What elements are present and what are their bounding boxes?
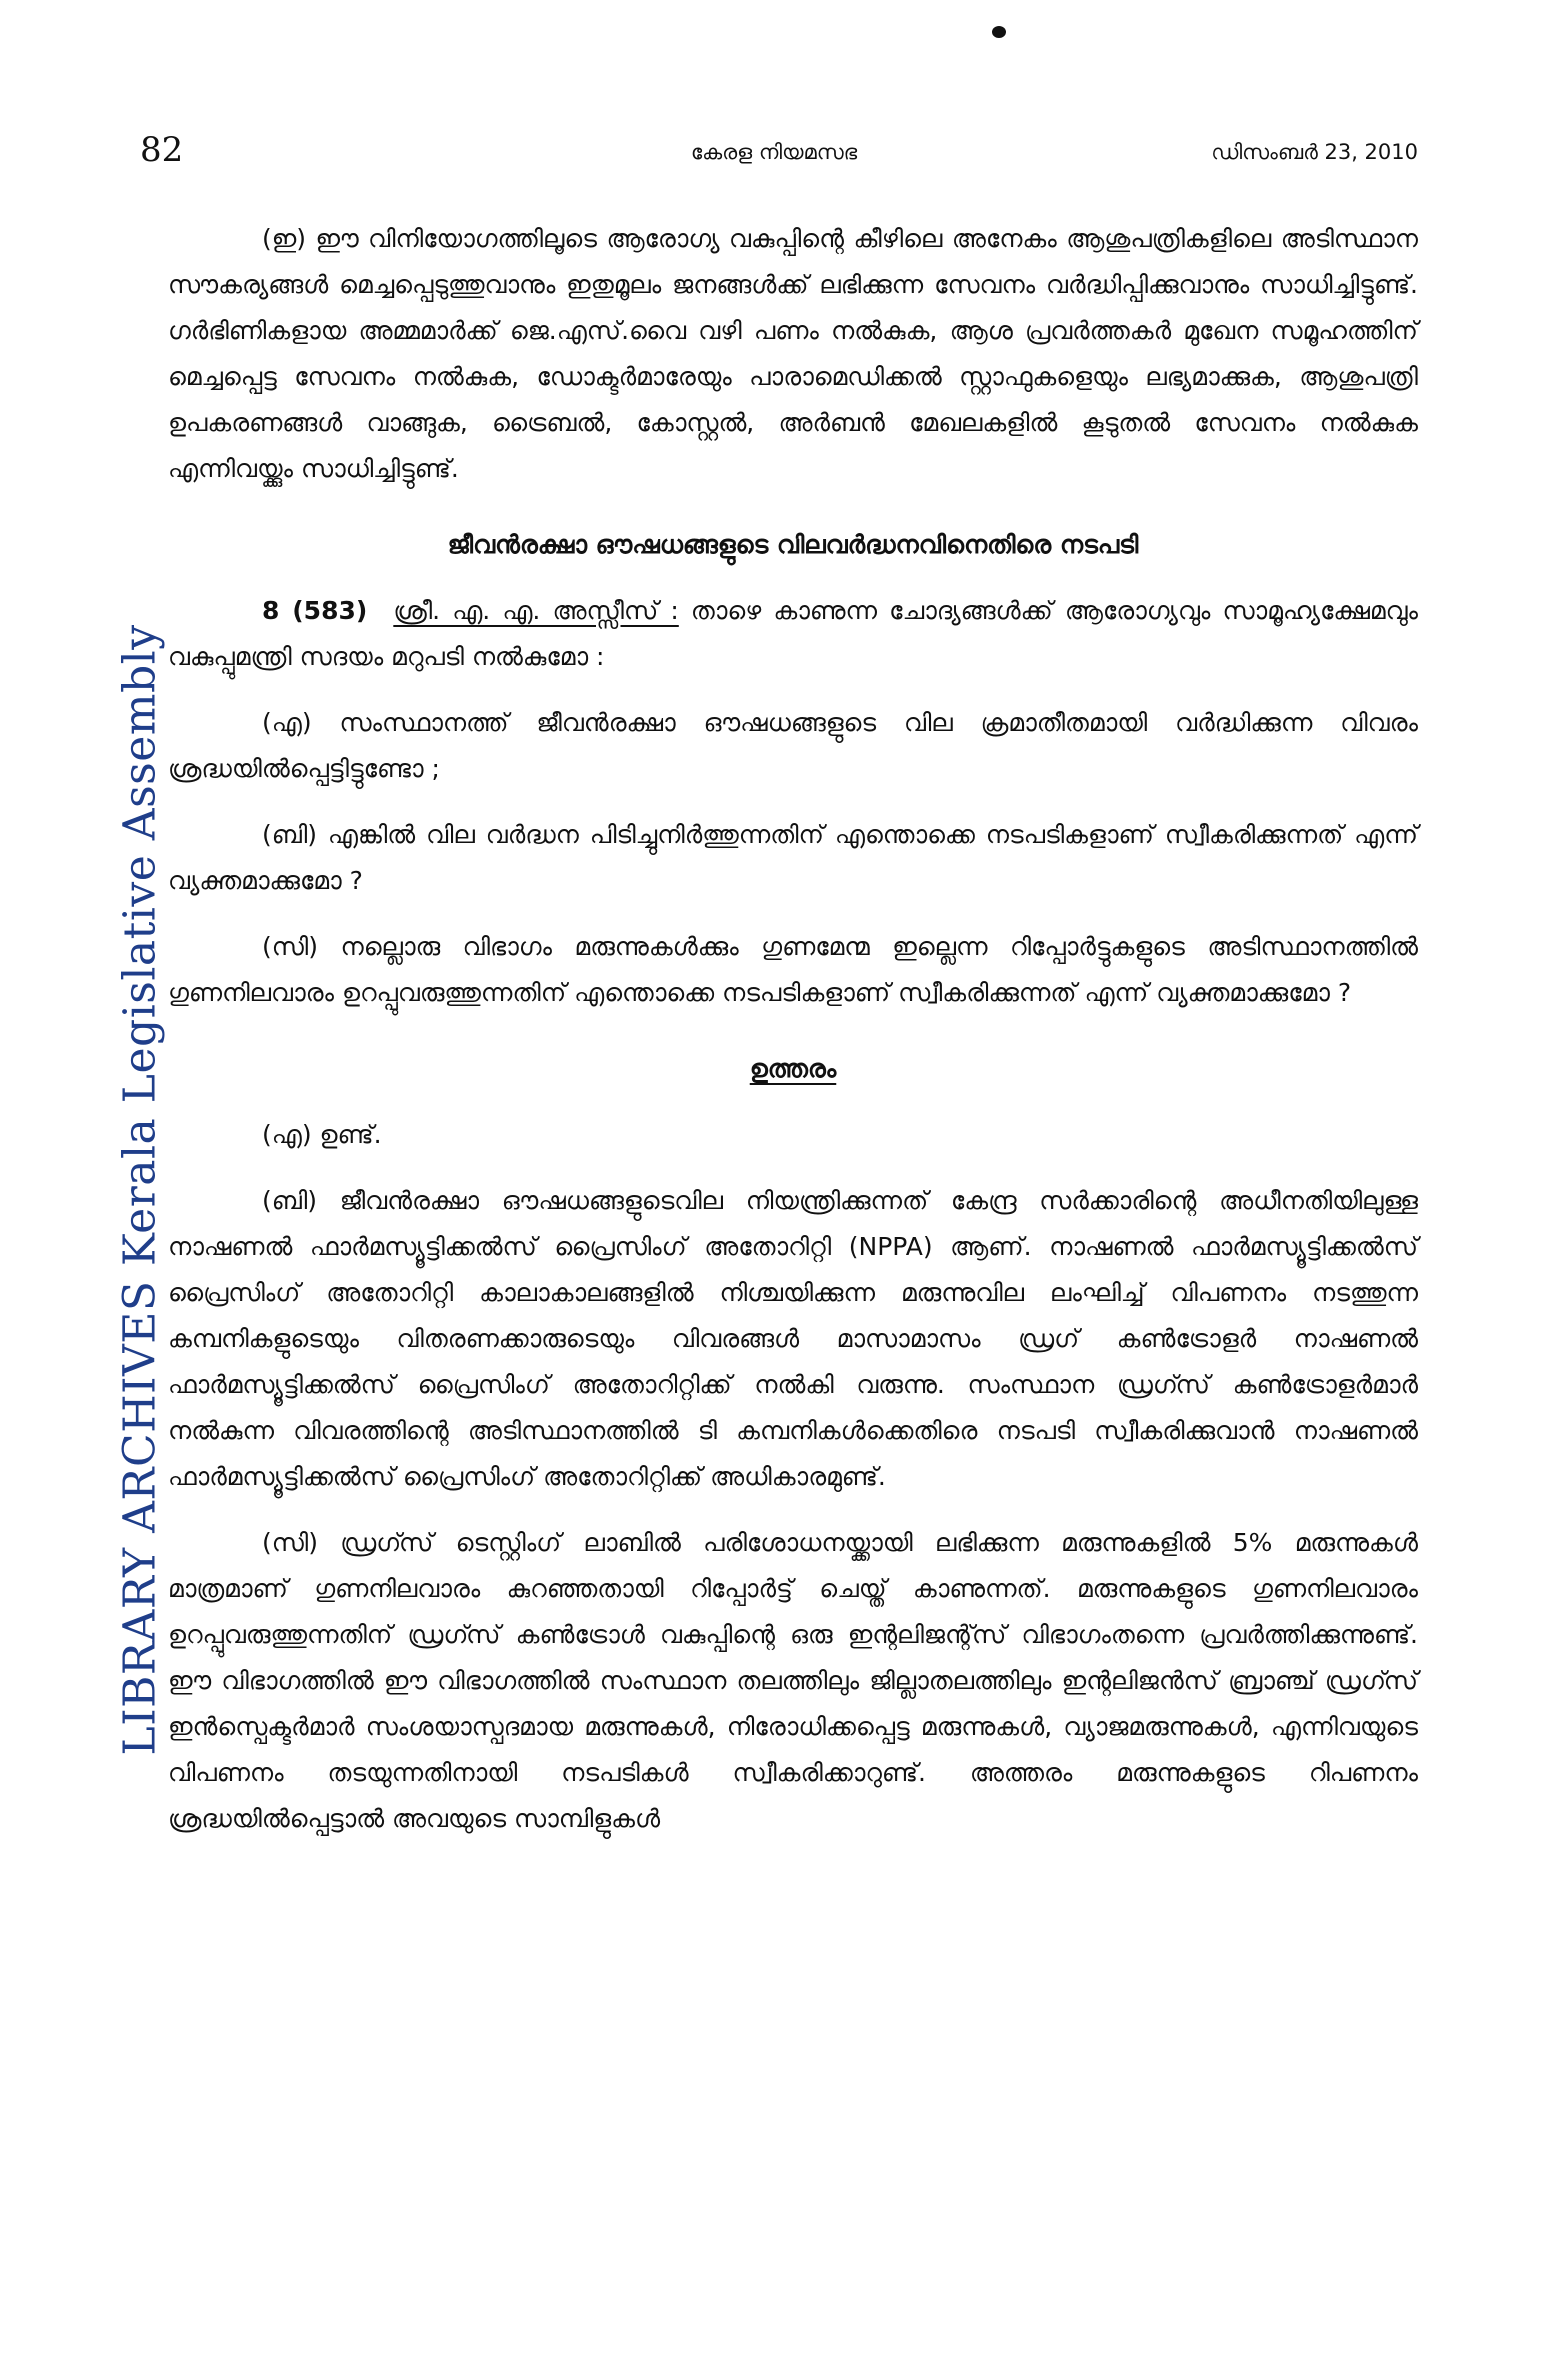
page-number: 82 (140, 130, 184, 170)
question-part-c: (സി) നല്ലൊരു വിഭാഗം മരുന്നുകൾക്കും ഗുണമേന്മ ഇല്ലെന്ന റിപ്പോർട്ടുകളുടെ അടിസ്ഥാനത്തിൽ ഗുണനിലവാരം ഉറപ്പുവരുത്തുന്നതിന് എന്തൊക്കെ നടപടികളാണ് സ്വീകരിക്കുന്നത് എന്ന് വ്യക്തമാക്കുമോ ? (168, 932, 1418, 1007)
answer-heading: ഉത്തരം (749, 1054, 837, 1083)
answer-part-b: (ബി) ജീവൻരക്ഷാ ഔഷധങ്ങളുടെവില നിയന്ത്രിക്കുന്നത് കേന്ദ്ര സർക്കാരിന്റെ അധീനതിയിലുള്ള നാഷണൽ ഫാർമസ്യൂട്ടിക്കൽസ് പ്രൈസിംഗ് അതോറിറ്റി (NPPA) ആണ്. നാഷണൽ ഫാർമസ്യൂട്ടിക്കൽസ് പ്രൈസിംഗ് അതോറിറ്റി കാലാകാലങ്ങളിൽ നിശ്ചയിക്കുന്ന മരുന്നുവില ലംഘിച്ച് വിപണനം നടത്തുന്ന കമ്പനികളുടെയും വിതരണക്കാരുടെയും വിവരങ്ങൾ മാസാമാസം ഡ്രഗ് കൺട്രോളർ നാഷണൽ ഫാർമസ്യൂട്ടിക്കൽസ് പ്രൈസിംഗ് അതോറിറ്റിക്ക് നൽകി വരുന്നു. സംസ്ഥാന ഡ്രഗ്സ് കൺട്രോളർമാർ നൽകുന്ന വിവരത്തിന്റെ അടിസ്ഥാനത്തിൽ ടി കമ്പനികൾക്കെതിരെ നടപടി സ്വീകരിക്കുവാൻ നാഷണൽ ഫാർമസ്യൂട്ടിക്കൽസ് പ്രൈസിംഗ് അതോറിറ്റിക്ക് അധികാരമുണ്ട്. (168, 1186, 1418, 1491)
question-part-a: (എ) സംസ്ഥാനത്ത് ജീവൻരക്ഷാ ഔഷധങ്ങളുടെ വില ക്രമാതീതമായി വർദ്ധിക്കുന്ന വിവരം ശ്രദ്ധയിൽപ്പെട്ടിട്ടുണ്ടോ ; (168, 708, 1418, 783)
answer-part-a: (എ) ഉണ്ട്. (262, 1120, 382, 1149)
question-number: 8 (583) (262, 596, 368, 625)
running-header-date: ഡിസംബർ 23, 2010 (1211, 140, 1418, 164)
question-member: ശ്രീ. എ. എ. അസ്സീസ് : (393, 596, 679, 625)
section-heading: ജീവൻരക്ഷാ ഔഷധങ്ങളുടെ വിലവർദ്ധനവിനെതിരെ നടപടി (447, 530, 1139, 559)
question-text: താഴെ കാണുന്ന ചോദ്യങ്ങൾക്ക് ആരോഗ്യവും സാമൂഹ്യക്ഷേമവും വകുപ്പുമന്ത്രി സദയം മറുപടി നൽകുമോ : (168, 596, 1418, 671)
running-header-title: കേരള നിയമസഭ (690, 140, 858, 164)
archive-watermark: LIBRARY ARCHIVES Kerala Legislative Assembly (114, 624, 166, 1756)
document-body (168, 216, 1418, 1842)
intro-paragraph: (ഇ) ഈ വിനിയോഗത്തിലൂടെ ആരോഗ്യ വകുപ്പിന്റെ കീഴിലെ അനേകം ആശുപത്രികളിലെ അടിസ്ഥാന സൗകര്യങ്ങൾ മെച്ചപ്പെടുത്തുവാനും ഇതുമൂലം ജനങ്ങൾക്ക് ലഭിക്കുന്ന സേവനം വർദ്ധിപ്പിക്കുവാനും സാധിച്ചിട്ടുണ്ട്. ഗർഭിണികളായ അമ്മമാർക്ക് ജെ.എസ്.വൈ വഴി പണം നൽകുക, ആശ പ്രവർത്തകർ മുഖേന സമൂഹത്തിന് മെച്ചപ്പെട്ട സേവനം നൽകുക, ഡോക്ടർമാരേയും പാരാമെഡിക്കൽ സ്റ്റാഫുകളെയും ലഭ്യമാക്കുക, ആശുപത്രി ഉപകരണങ്ങൾ വാങ്ങുക, ട്രൈബൽ, കോസ്റ്റൽ, അർബൻ മേഖലകളിൽ കൂടുതൽ സേവനം നൽകുക എന്നിവയ്ക്കും സാധിച്ചിട്ടുണ്ട്. (168, 224, 1418, 483)
question-part-b: (ബി) എങ്കിൽ വില വർദ്ധന പിടിച്ചുനിർത്തുന്നതിന് എന്തൊക്കെ നടപടികളാണ് സ്വീകരിക്കുന്നത് എന്ന് വ്യക്തമാക്കുമോ ? (168, 820, 1418, 895)
ink-dot (992, 26, 1006, 38)
answer-part-c: (സി) ഡ്രഗ്സ് ടെസ്റ്റിംഗ് ലാബിൽ പരിശോധനയ്ക്കായി ലഭിക്കുന്ന മരുന്നുകളിൽ 5% മരുന്നുകൾ മാത്രമാണ് ഗുണനിലവാരം കുറഞ്ഞതായി റിപ്പോർട്ട് ചെയ്ത് കാണുന്നത്. മരുന്നുകളുടെ ഗുണനിലവാരം ഉറപ്പുവരുത്തുന്നതിന് ഡ്രഗ്സ് കൺട്രോൾ വകുപ്പിന്റെ ഒരു ഇന്റലിജന്റ്സ് വിഭാഗംതന്നെ പ്രവർത്തിക്കുന്നുണ്ട്. ഈ വിഭാഗത്തിൽ ഈ വിഭാഗത്തിൽ സംസ്ഥാന തലത്തിലും ജില്ലാതലത്തിലും ഇന്റലിജൻസ് ബ്രാഞ്ച് ഡ്രഗ്സ് ഇൻസ്പെക്ടർമാർ സംശയാസ്പദമായ മരുന്നുകൾ, നിരോധിക്കപ്പെട്ട മരുന്നുകൾ, വ്യാജമരുന്നുകൾ, എന്നിവയുടെ വിപണനം തടയുന്നതിനായി നടപടികൾ സ്വീകരിക്കാറുണ്ട്. അത്തരം മരുന്നുകളുടെ റിപണനം ശ്രദ്ധയിൽപ്പെട്ടാൽ അവയുടെ സാമ്പിളുകൾ (168, 1528, 1418, 1833)
question-intro (168, 588, 1418, 680)
